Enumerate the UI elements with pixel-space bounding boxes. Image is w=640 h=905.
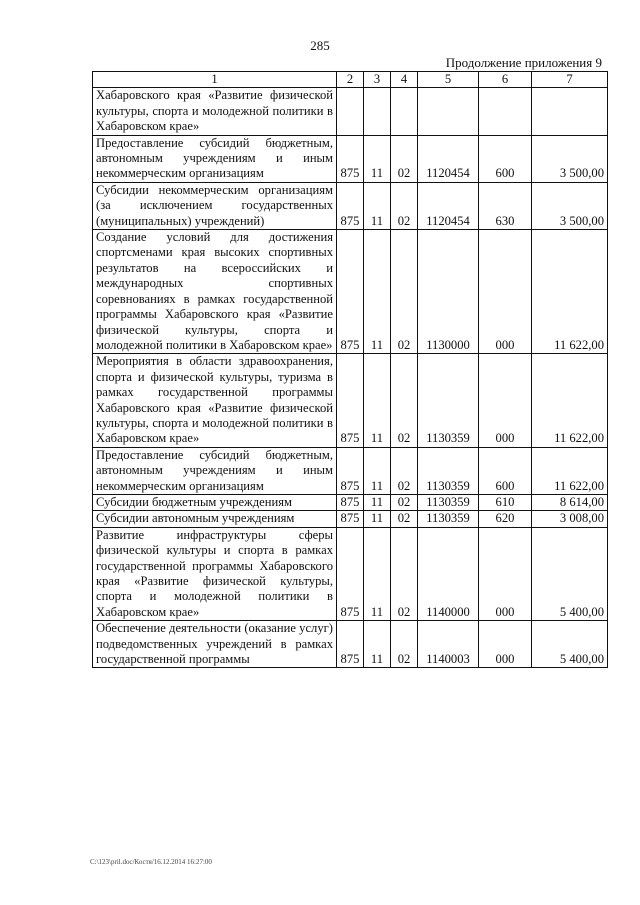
table-row bbox=[93, 88, 608, 135]
cell-admin-code: 875 bbox=[337, 511, 364, 527]
footer-file-path: C:\123\pril.doc/Костя/16.12.2014 16:27:00 bbox=[90, 858, 212, 866]
cell-subsection: 02 bbox=[391, 182, 418, 229]
table-row bbox=[93, 182, 608, 229]
cell-expense-type: 000 bbox=[479, 621, 532, 668]
cell-expense-type: 000 bbox=[479, 527, 532, 620]
cell-amount: 3 500,00 bbox=[532, 135, 608, 182]
row-name: Развитие инфраструктуры сферы физической культуры и спорта в рамках государственной программы Хабаровского края «Развитие физической культуры, спорта и молодежной политики в Хабаровском крае» bbox=[93, 527, 337, 620]
cell-subsection: 02 bbox=[391, 354, 418, 447]
budget-table bbox=[92, 71, 608, 668]
column-header: 7 bbox=[532, 72, 608, 88]
table-row bbox=[93, 354, 608, 447]
cell-amount: 5 400,00 bbox=[532, 621, 608, 668]
column-header: 3 bbox=[364, 72, 391, 88]
cell-expense-type: 000 bbox=[479, 354, 532, 447]
cell-expense-type: 620 bbox=[479, 511, 532, 527]
cell-amount: 11 622,00 bbox=[532, 354, 608, 447]
cell-amount: 11 622,00 bbox=[532, 230, 608, 354]
cell-admin-code: 875 bbox=[337, 135, 364, 182]
cell-section bbox=[364, 88, 391, 135]
cell-subsection: 02 bbox=[391, 621, 418, 668]
row-name: Хабаровского края «Развитие физической культуры, спорта и молодежной политики в Хабаровском крае» bbox=[93, 88, 337, 135]
cell-section: 11 bbox=[364, 354, 391, 447]
row-name: Субсидии бюджетным учреждениям bbox=[93, 494, 337, 510]
cell-target-article: 1140003 bbox=[418, 621, 479, 668]
cell-subsection: 02 bbox=[391, 527, 418, 620]
cell-admin-code bbox=[337, 88, 364, 135]
table-row bbox=[93, 511, 608, 527]
cell-section: 11 bbox=[364, 527, 391, 620]
cell-target-article bbox=[418, 88, 479, 135]
cell-target-article: 1130359 bbox=[418, 494, 479, 510]
cell-admin-code: 875 bbox=[337, 447, 364, 494]
cell-admin-code: 875 bbox=[337, 354, 364, 447]
cell-amount: 8 614,00 bbox=[532, 494, 608, 510]
row-name: Субсидии некоммерческим организациям (за исключением государственных (муниципальных) учреждений) bbox=[93, 182, 337, 229]
page-number: 285 bbox=[310, 38, 330, 53]
cell-target-article: 1130359 bbox=[418, 511, 479, 527]
row-name: Мероприятия в области здравоохранения, спорта и физической культуры, туризма в рамках государственной программы Хабаровского края «Развитие физической культуры, спорта и молодежной политики в Хабаровском крае» bbox=[93, 354, 337, 447]
cell-target-article: 1130359 bbox=[418, 354, 479, 447]
table-row bbox=[93, 494, 608, 510]
cell-admin-code: 875 bbox=[337, 494, 364, 510]
cell-amount bbox=[532, 88, 608, 135]
column-header: 5 bbox=[418, 72, 479, 88]
cell-section: 11 bbox=[364, 182, 391, 229]
cell-amount: 11 622,00 bbox=[532, 447, 608, 494]
table-row bbox=[93, 135, 608, 182]
cell-section: 11 bbox=[364, 494, 391, 510]
cell-target-article: 1120454 bbox=[418, 182, 479, 229]
cell-subsection: 02 bbox=[391, 447, 418, 494]
cell-amount: 3 008,00 bbox=[532, 511, 608, 527]
cell-section: 11 bbox=[364, 621, 391, 668]
cell-subsection bbox=[391, 88, 418, 135]
cell-amount: 3 500,00 bbox=[532, 182, 608, 229]
row-name: Создание условий для достижения спортсменами края высоких спортивных результатов на всероссийских и международных спортивных соревнованиях в рамках государственной программы Хабаровского края «Развитие физической культуры, спорта и молодежной политики в Хабаровском крае» bbox=[93, 230, 337, 354]
cell-subsection: 02 bbox=[391, 230, 418, 354]
cell-expense-type: 610 bbox=[479, 494, 532, 510]
cell-section: 11 bbox=[364, 511, 391, 527]
cell-expense-type: 600 bbox=[479, 135, 532, 182]
row-name: Субсидии автономным учреждениям bbox=[93, 511, 337, 527]
cell-subsection: 02 bbox=[391, 494, 418, 510]
cell-target-article: 1130359 bbox=[418, 447, 479, 494]
cell-target-article: 1120454 bbox=[418, 135, 479, 182]
cell-section: 11 bbox=[364, 135, 391, 182]
cell-admin-code: 875 bbox=[337, 527, 364, 620]
table-row bbox=[93, 447, 608, 494]
cell-expense-type: 630 bbox=[479, 182, 532, 229]
cell-expense-type bbox=[479, 88, 532, 135]
cell-section: 11 bbox=[364, 230, 391, 354]
table-row bbox=[93, 230, 608, 354]
column-header: 6 bbox=[479, 72, 532, 88]
table-row bbox=[93, 621, 608, 668]
row-name: Обеспечение деятельности (оказание услуг) подведомственных учреждений в рамках государственной программы bbox=[93, 621, 337, 668]
column-header: 4 bbox=[391, 72, 418, 88]
cell-section: 11 bbox=[364, 447, 391, 494]
column-header: 2 bbox=[337, 72, 364, 88]
cell-target-article: 1130000 bbox=[418, 230, 479, 354]
header-row bbox=[93, 72, 608, 88]
cell-amount: 5 400,00 bbox=[532, 527, 608, 620]
cell-subsection: 02 bbox=[391, 511, 418, 527]
cell-admin-code: 875 bbox=[337, 230, 364, 354]
cell-target-article: 1140000 bbox=[418, 527, 479, 620]
cell-admin-code: 875 bbox=[337, 182, 364, 229]
cell-admin-code: 875 bbox=[337, 621, 364, 668]
row-name: Предоставление субсидий бюджетным, автономным учреждениям и иным некоммерческим организациям bbox=[93, 135, 337, 182]
continuation-label: Продолжение приложения 9 bbox=[445, 55, 602, 70]
cell-expense-type: 000 bbox=[479, 230, 532, 354]
table-row bbox=[93, 527, 608, 620]
column-header: 1 bbox=[93, 72, 337, 88]
cell-expense-type: 600 bbox=[479, 447, 532, 494]
cell-subsection: 02 bbox=[391, 135, 418, 182]
row-name: Предоставление субсидий бюджетным, автономным учреждениям и иным некоммерческим организациям bbox=[93, 447, 337, 494]
